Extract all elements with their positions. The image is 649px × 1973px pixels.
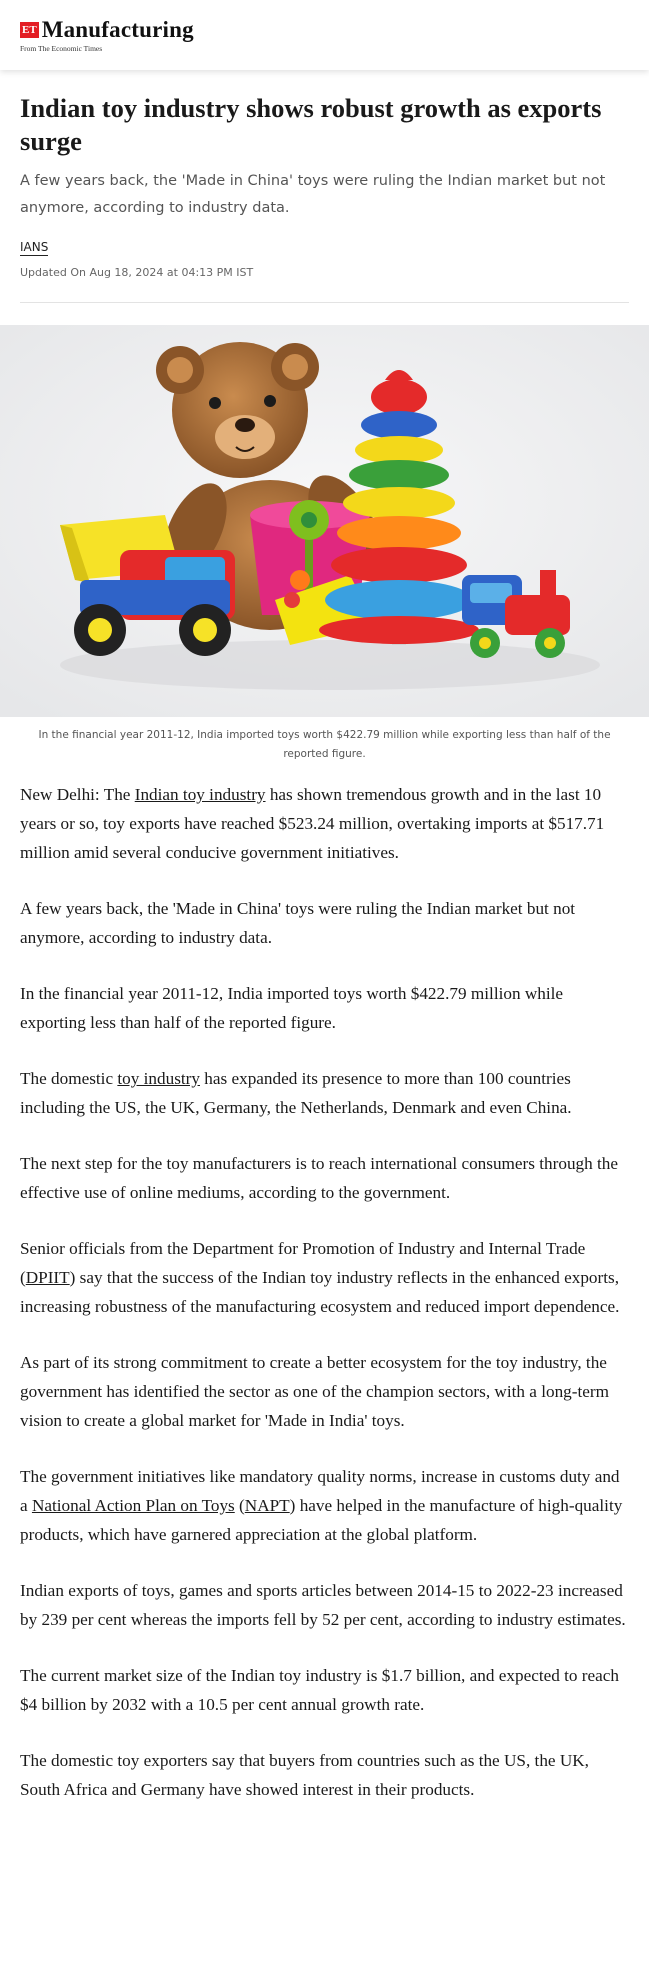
link-napt[interactable]: NAPT — [244, 1496, 290, 1515]
paragraph: Indian exports of toys, games and sports articles between 2014-15 to 2022-23 increased by 239 per cent whereas the imports fell by 52 per cent, according to industry estimates. — [20, 1581, 626, 1629]
site-logo[interactable] — [20, 17, 194, 53]
paragraph: The next step for the toy manufacturers is to reach international consumers through the effective use of online mediums, according to the government. — [20, 1154, 619, 1202]
paragraph: As part of its strong commitment to create a better ecosystem for the toy industry, the government has identified the sector as one of the champion sectors, with a long-term vision to create a global market for 'Made in India' toys. — [20, 1353, 609, 1430]
toys-illustration — [0, 325, 649, 717]
paragraph: The domestic toy industry has expanded its presence to more than 100 countries including the US, the UK, Germany, the Netherlands, Denmark and even China. — [20, 1069, 572, 1117]
site-header — [0, 0, 649, 70]
paragraph: The current market size of the Indian toy industry is $1.7 billion, and expected to reach $4 billion by 2032 with a 10.5 per cent annual growth rate. — [20, 1666, 619, 1714]
paragraph: The government initiatives like mandatory quality norms, increase in customs duty and a National Action Plan on Toys (NAPT) have helped in the manufacture of high-quality products, which have garnered appreciation at the global platform. — [20, 1467, 623, 1544]
link-toy-industry[interactable]: toy industry — [117, 1069, 200, 1088]
link-national-action-plan[interactable]: National Action Plan on Toys — [31, 1496, 235, 1515]
article-body — [0, 764, 649, 1804]
author-link[interactable]: IANS — [20, 240, 49, 254]
article-standfirst: A few years back, the 'Made in China' toys were ruling the Indian market but not anymore, according to industry data. — [20, 173, 606, 216]
paragraph: Senior officials from the Department for Promotion of Industry and Internal Trade (DPIIT) say that the success of the Indian toy industry reflects in the enhanced exports, increasing robustness of the manufacturing ecosystem and reduced import dependence. — [20, 1239, 620, 1316]
image-caption: In the financial year 2011-12, India imported toys worth $422.79 million while exporting less than half of the reported figure. — [38, 729, 611, 760]
et-badge: ET — [22, 24, 37, 36]
paragraph: New Delhi: The Indian toy industry has shown tremendous growth and in the last 10 years or so, toy exports have reached $523.24 million, overtaking imports at $517.71 million amid several conducive government initiatives. — [20, 785, 605, 862]
paragraph: A few years back, the 'Made in China' toys were ruling the Indian market but not anymore, according to industry data. — [20, 899, 576, 947]
paragraph: In the financial year 2011-12, India imported toys worth $422.79 million while exporting less than half of the reported figure. — [20, 984, 564, 1032]
link-dpiit[interactable]: DPIIT — [25, 1268, 70, 1287]
updated-timestamp: Updated On Aug 18, 2024 at 04:13 PM IST — [20, 266, 254, 279]
brand-subtitle: From The Economic Times — [20, 44, 103, 53]
brand-name: Manufacturing — [41, 17, 194, 42]
article-header — [0, 70, 649, 279]
hero-figure — [0, 325, 649, 764]
paragraph: The domestic toy exporters say that buyers from countries such as the US, the UK, South Africa and Germany have showed interest in their products. — [20, 1751, 589, 1799]
article-title: Indian toy industry shows robust growth as exports surge — [20, 93, 602, 156]
hero-image — [0, 325, 649, 717]
link-indian-toy-industry[interactable]: Indian toy industry — [134, 785, 266, 804]
header-divider — [20, 302, 629, 303]
